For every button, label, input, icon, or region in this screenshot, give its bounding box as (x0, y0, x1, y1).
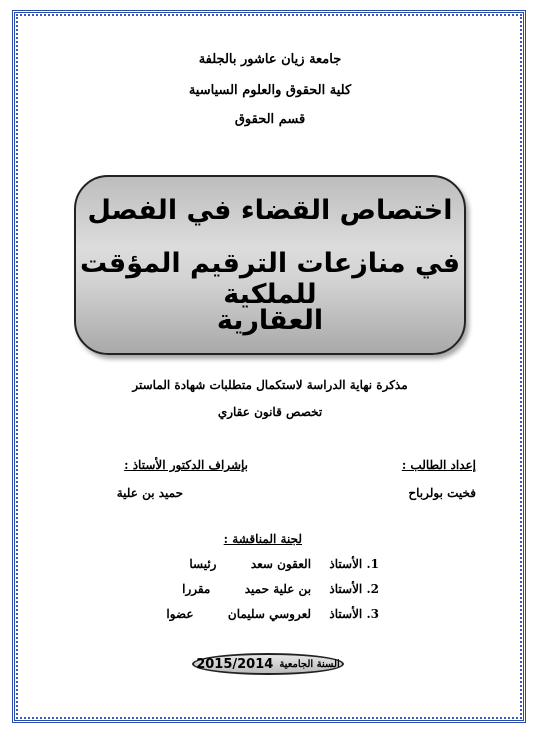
member-title: الأستاذ (329, 607, 363, 621)
member-number: 2. (366, 582, 379, 596)
title-line-2: في منازعات الترقيم المؤقت للملكية (79, 248, 461, 310)
department-name: قسم الحقوق (234, 112, 306, 127)
member-name: العقون سعد (250, 557, 312, 571)
committee-label: لجنة المناقشة : (223, 532, 302, 546)
member-number: 3. (366, 607, 379, 621)
title-box (74, 175, 466, 355)
specialty: تخصص قانون عقاري (217, 405, 323, 419)
committee-member-1 (189, 557, 379, 571)
student-name: فخيت بولرباح (408, 486, 476, 500)
member-role: رئيسا (189, 557, 217, 571)
academic-year-label: السنة الجامعية (279, 658, 340, 670)
supervisor-label: بإشراف الدكتور الأستاذ : (124, 458, 248, 472)
academic-year-box (192, 653, 344, 675)
member-title: الأستاذ (329, 582, 363, 596)
faculty-name: كلية الحقوق والعلوم السياسية (188, 83, 352, 98)
member-role: عضوا (166, 607, 194, 621)
thesis-description: مذكرة نهاية الدراسة لاستكمال متطلبات شهادة الماستر (132, 378, 408, 392)
supervisor-name: حميد بن علية (116, 486, 183, 500)
university-name: جامعة زيان عاشور بالجلفة (198, 52, 342, 67)
member-name: لعروسي سليمان (227, 607, 312, 621)
title-line-3: العقارية (216, 305, 324, 336)
member-number: 1. (366, 557, 379, 571)
academic-year-value: 2015/2014 (196, 656, 274, 672)
prepared-by-label: إعداد الطالب : (401, 458, 476, 472)
member-role: مقررا (182, 582, 211, 596)
member-name: بن علية حميد (244, 582, 312, 596)
member-title: الأستاذ (329, 557, 363, 571)
committee-member-2 (182, 582, 379, 596)
title-line-1: اختصاص القضاء في الفصل (87, 195, 453, 226)
committee-member-3 (166, 607, 379, 621)
